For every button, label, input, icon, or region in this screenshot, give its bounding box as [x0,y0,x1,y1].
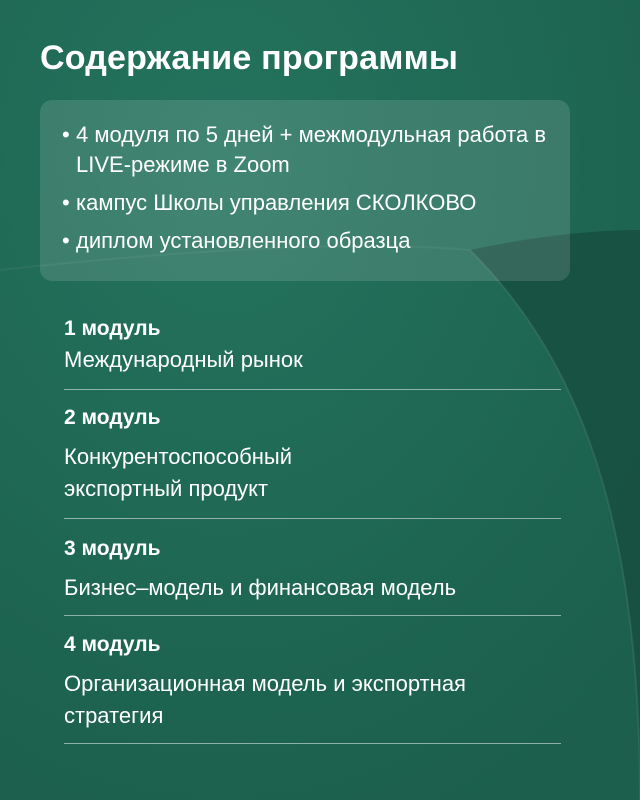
bullet-icon: • [62,122,70,147]
info-card [40,100,570,281]
module-title: 4 модуль [64,633,161,656]
info-item [62,120,550,180]
info-item [62,188,550,218]
module-title: 1 модуль [64,317,161,340]
bullet-icon: • [62,228,70,253]
bullet-icon: • [62,190,70,215]
module-1 [64,314,561,390]
module-description: Конкурентоспособный экспортный продукт [64,444,292,501]
info-item-text: 4 модуля по 5 дней + межмодульная работа в LIVE-режиме в Zoom [76,122,547,177]
info-item [62,226,550,256]
info-item-text: кампус Школы управления СКОЛКОВО [76,190,477,215]
module-3 [64,534,561,616]
module-description: Организационная модель и экспортная стратегия [64,671,466,728]
module-description: Международный рынок [64,347,303,372]
info-list [62,120,550,256]
module-title: 2 модуль [64,406,161,429]
module-description: Бизнес–модель и финансовая модель [64,575,457,600]
module-2 [64,403,561,519]
page-title: Содержание программы [40,39,459,77]
module-4 [64,630,561,744]
info-item-text: диплом установленного образца [76,228,411,253]
module-title: 3 модуль [64,537,161,560]
